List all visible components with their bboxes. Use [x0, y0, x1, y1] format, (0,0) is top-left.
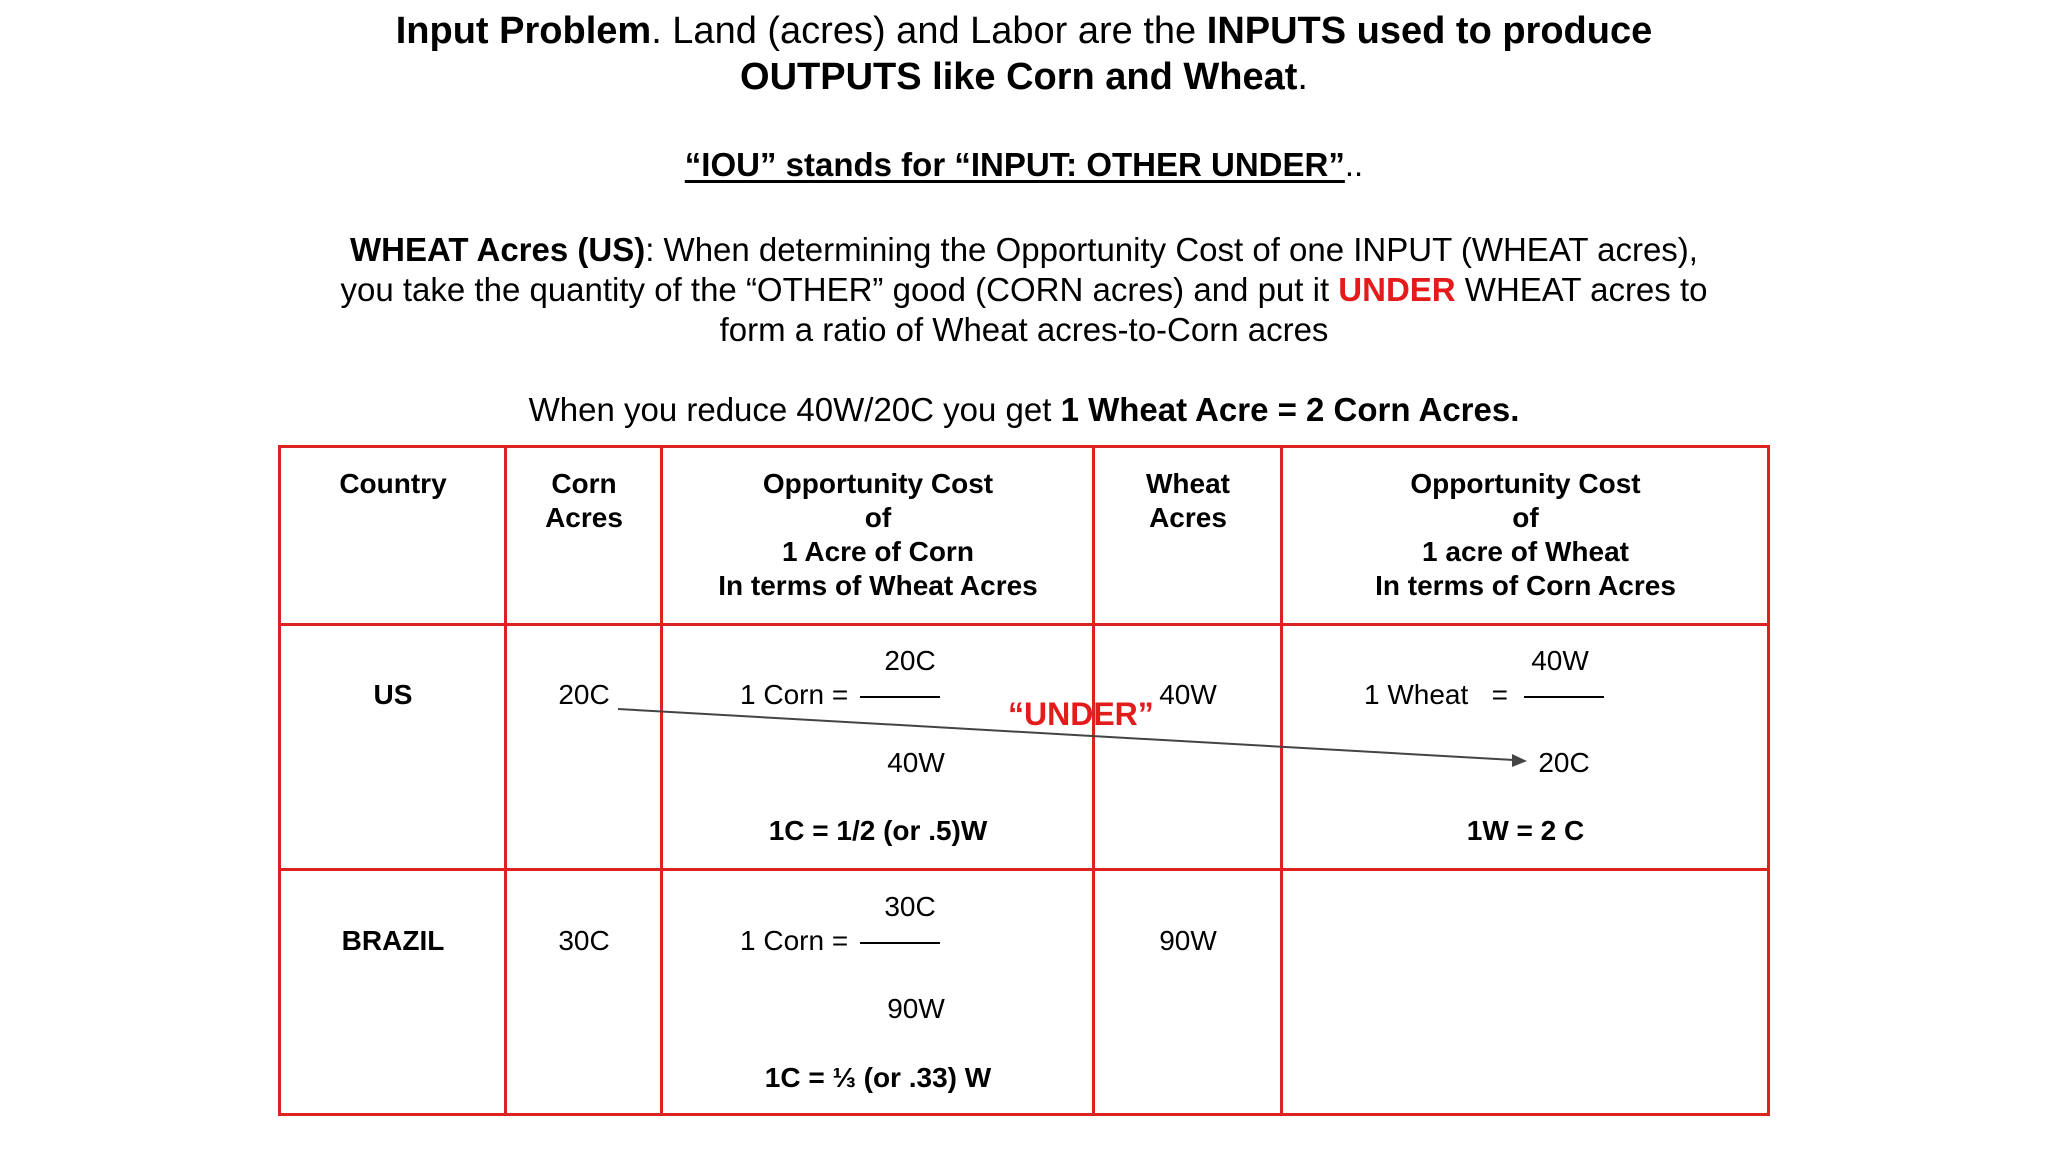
us-ocw-numerator: 40W	[1531, 645, 1589, 676]
brazil-wheat: 90W	[1159, 925, 1217, 956]
title-plain: . Land (acres) and Labor are the	[651, 10, 1207, 52]
us-country: US	[373, 679, 413, 710]
us-ocw-denominator: 20C	[1538, 747, 1590, 778]
us-ocw-result: 1W = 2 C	[1466, 815, 1585, 846]
header-oc-wheat-l4: In terms of Corn Acres	[1375, 570, 1676, 601]
us-oc-label-text: 1 Corn =	[740, 679, 849, 710]
brazil-corn: 30C	[558, 925, 610, 956]
paragraph-under-word: UNDER	[1338, 271, 1456, 308]
under-arrow-head	[1512, 754, 1527, 767]
header-oc-wheat-l1: Opportunity Cost	[1410, 468, 1641, 499]
header-oc-wheat-l2: of	[1512, 502, 1539, 533]
header-corn-l2: Acres	[545, 502, 623, 533]
title-end: .	[1297, 56, 1308, 98]
header-wheat-l1: Wheat	[1146, 468, 1230, 499]
header-oc-wheat-l3: 1 acre of Wheat	[1422, 536, 1629, 567]
us-corn: 20C	[558, 679, 610, 710]
brazil-country: BRAZIL	[341, 925, 445, 956]
header-oc-corn-l2: of	[864, 502, 892, 533]
us-oc-result: 1C = 1/2 (or .5)W	[768, 815, 988, 846]
us-oc-numerator: 20C	[884, 645, 936, 676]
paragraph-label: WHEAT Acres (US)	[350, 231, 646, 268]
title-bold-1: Input Problem	[395, 10, 652, 52]
us-ocw-label-text: 1 Wheat =	[1364, 679, 1508, 710]
brazil-oc-fraction-bar	[860, 942, 940, 944]
brazil-oc-denominator: 90W	[887, 993, 945, 1024]
brazil-oc-label	[740, 925, 940, 957]
header-corn-l1: Corn	[551, 468, 617, 499]
under-label: “UNDER”	[1008, 696, 1154, 732]
reduce-bold: 1 Wheat Acre = 2 Corn Acres.	[1060, 391, 1520, 428]
paragraph-l2-b: WHEAT acres to	[1455, 271, 1708, 308]
iou-text: “IOU” stands for “INPUT: OTHER UNDER”	[684, 146, 1345, 183]
us-wheat: 40W	[1159, 679, 1217, 710]
iou-dots: ..	[1344, 146, 1364, 183]
paragraph-l1-rest: : When determining the Opportunity Cost of one INPUT (WHEAT acres),	[645, 231, 1698, 268]
header-oc-corn-l4: In terms of Wheat Acres	[718, 570, 1038, 601]
paragraph-l2-a: you take the quantity of the “OTHER” good (CORN acres) and put it	[340, 271, 1339, 308]
header-country-text: Country	[339, 468, 447, 499]
header-oc-corn-l1: Opportunity Cost	[762, 468, 994, 499]
us-oc-denominator: 40W	[887, 747, 945, 778]
header-wheat-l2: Acres	[1149, 502, 1227, 533]
paragraph-l3: form a ratio of Wheat acres-to-Corn acres	[719, 311, 1329, 348]
title-bold-3: OUTPUTS like Corn and Wheat	[740, 56, 1298, 98]
header-oc-corn-l3: 1 Acre of Corn	[782, 536, 974, 567]
brazil-oc-label-text: 1 Corn =	[740, 925, 849, 956]
brazil-oc-result: 1C = ⅓ (or .33) W	[764, 1062, 992, 1093]
brazil-oc-numerator: 30C	[884, 891, 936, 922]
reduce-plain: When you reduce 40W/20C you get	[528, 391, 1061, 428]
title-bold-2: INPUTS used to produce	[1206, 10, 1653, 52]
